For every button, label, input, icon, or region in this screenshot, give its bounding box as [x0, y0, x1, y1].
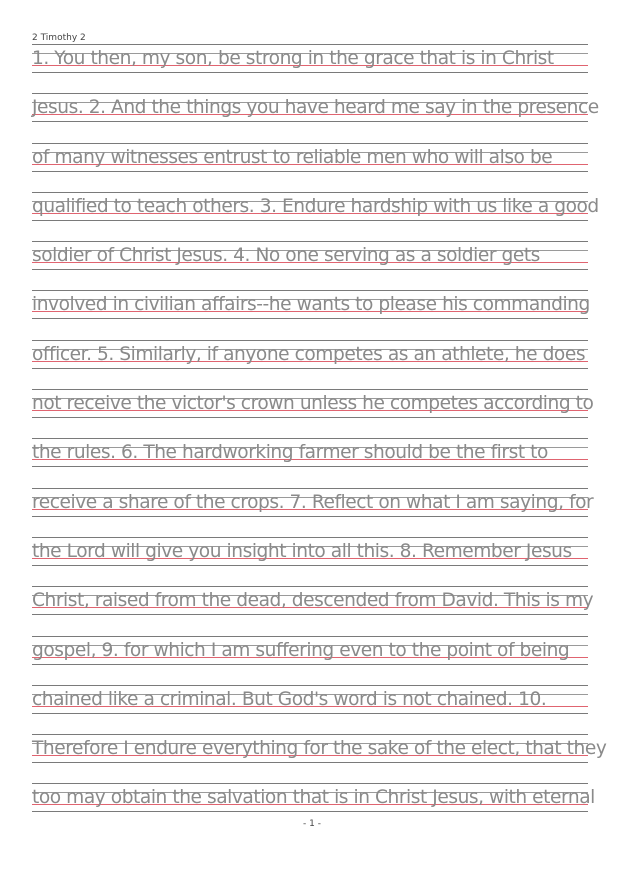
practice-row — [32, 290, 588, 339]
page-title: 2 Timothy 2 — [32, 33, 86, 43]
guide-line-top — [32, 734, 588, 735]
tracing-text-line: officer. 5. Similarly, if anyone competes as an athlete, he does — [32, 343, 586, 365]
guide-line-bottom — [32, 713, 588, 714]
practice-row — [32, 44, 588, 93]
guide-line-bottom — [32, 121, 588, 122]
guide-line-bottom — [32, 811, 588, 812]
guide-line-bottom — [32, 664, 588, 665]
guide-line-bottom — [32, 565, 588, 566]
guide-line-bottom — [32, 171, 588, 172]
tracing-text-line: the Lord will give you insight into all this. 8. Remember Jesus — [32, 540, 572, 562]
guide-line-top — [32, 586, 588, 587]
tracing-text-line: the rules. 6. The hardworking farmer should be the first to — [32, 442, 548, 464]
guide-line-top — [32, 537, 588, 538]
guide-line-top — [32, 636, 588, 637]
guide-line-bottom — [32, 614, 588, 615]
tracing-text-line: Jesus. 2. And the things you have heard me say in the presence — [32, 97, 599, 119]
guide-line-top — [32, 438, 588, 439]
guide-line-top — [32, 192, 588, 193]
practice-row — [32, 192, 599, 241]
guide-line-bottom — [32, 72, 588, 73]
tracing-text-line: not receive the victor's crown unless he competes according to — [32, 393, 594, 415]
practice-row — [32, 93, 599, 142]
tracing-text-line: chained like a criminal. But God's word is not chained. 10. — [32, 688, 547, 710]
guide-line-bottom — [32, 516, 588, 517]
guide-line-top — [32, 488, 588, 489]
guide-line-top — [32, 685, 588, 686]
guide-line-bottom — [32, 466, 588, 467]
guide-line-bottom — [32, 318, 588, 319]
tracing-text-line: soldier of Christ Jesus. 4. No one serving as a soldier gets — [32, 245, 540, 267]
tracing-text-line: receive a share of the crops. 7. Reflect on what I am saying, for — [32, 491, 594, 513]
tracing-text-line: gospel, 9. for which I am suffering even to the point of being — [32, 639, 570, 661]
practice-row — [32, 340, 588, 389]
tracing-text-line: involved in civilian affairs--he wants to please his commanding — [32, 294, 590, 316]
guide-line-top — [32, 340, 588, 341]
practice-row — [32, 537, 588, 586]
guide-line-top — [32, 389, 588, 390]
practice-row — [32, 636, 588, 685]
handwriting-practice-sheet — [32, 44, 607, 833]
guide-line-top — [32, 143, 588, 144]
guide-line-top — [32, 783, 588, 784]
guide-line-bottom — [32, 762, 588, 763]
page-number: - 1 - — [303, 819, 321, 829]
tracing-text-line: 1. You then, my son, be strong in the grace that is in Christ — [32, 48, 554, 69]
practice-row — [32, 143, 588, 192]
practice-row — [32, 488, 594, 537]
tracing-text-line: qualified to teach others. 3. Endure hardship with us like a good — [32, 195, 599, 217]
practice-row — [32, 734, 607, 783]
practice-row — [32, 685, 588, 734]
tracing-text-line: Christ, raised from the dead, descended from David. This is my — [32, 590, 594, 612]
tracing-text-line: of many witnesses entrust to reliable men who will also be — [32, 146, 553, 168]
practice-row — [32, 438, 588, 487]
guide-line-bottom — [32, 417, 588, 418]
guide-line-top — [32, 44, 588, 45]
guide-line-bottom — [32, 368, 588, 369]
practice-row — [32, 241, 588, 290]
practice-row — [32, 586, 594, 635]
guide-line-top — [32, 290, 588, 291]
tracing-text-line: too may obtain the salvation that is in Christ Jesus, with eternal — [32, 787, 595, 809]
practice-row — [32, 389, 594, 438]
tracing-text-line: Therefore I endure everything for the sake of the elect, that they — [32, 738, 607, 760]
guide-line-bottom — [32, 269, 588, 270]
guide-line-bottom — [32, 220, 588, 221]
guide-line-top — [32, 241, 588, 242]
guide-line-top — [32, 93, 588, 94]
